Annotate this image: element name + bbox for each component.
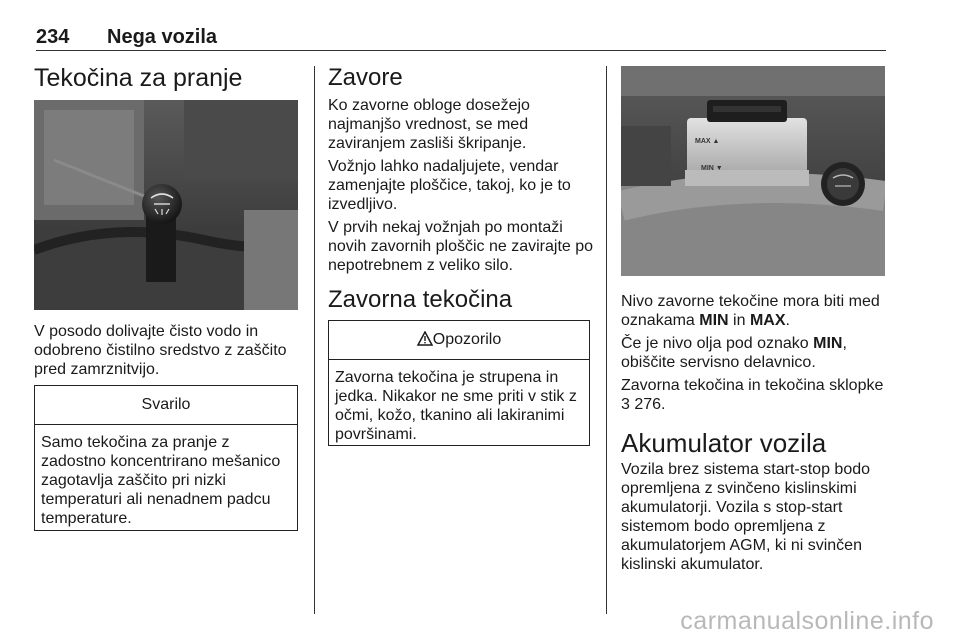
warning-title: Opozorilo [432,331,502,348]
chapter-title: Nega vozila [107,26,218,48]
battery-text-block [621,460,889,578]
header-rule [36,50,886,51]
watermark: carmanualsonline.info [680,607,934,635]
battery-paragraph: Vozila brez sistema start-stop bodo opremljena z svinčeno kislinskimi akumulatorji. Vozila s stop-start sistemom bodo opremljena z akumulatorjem AGM, ki ni svinčen kislinski akumulator. [621,461,871,573]
text-run: . [785,312,790,329]
page-reference-link[interactable] [621,396,666,413]
min-keyword: MIN [699,312,729,329]
min-keyword: MIN [813,335,843,352]
warning-triangle-icon [417,323,433,361]
text-run: Če je nivo olja pod oznako [621,335,814,352]
section-heading-battery: Akumulator vozila [621,428,827,458]
clutch-fluid-paragraph [621,376,889,414]
text-run: Zavorna tekočina in tekočina sklopke [621,377,884,394]
brakes-paragraph: V prvih nekaj vožnjah po montaži novih zavornih ploščic ne zavirajte po nepotrebnem z veliko silo. [328,219,594,274]
col3-text-block [621,292,889,418]
column-divider [606,66,607,614]
section-heading-brakes: Zavore [328,64,403,91]
max-keyword: MAX [749,312,786,329]
brake-fluid-reservoir-photo [621,66,885,276]
text-run: , obiščite servisno delavnico. [621,335,847,371]
section-heading-brake-fluid: Zavorna tekočina [328,286,513,313]
min-mark-label: MIN ▼ [701,165,723,172]
washer-fluid-photo [34,100,298,310]
warning-body: Zavorna tekočina je strupena in jedka. Nikakor ne sme priti v stik z očmi, kožo, tkanino ali lakiranimi površinami. [335,369,577,443]
brake-fluid-photo [621,66,885,276]
brakes-text-block [328,96,596,279]
warning-header [329,321,589,360]
notice-title: Svarilo [35,386,297,425]
column-divider [314,66,315,614]
washer-fluid-cap-photo [34,100,298,310]
section-heading-washer: Tekočina za pranje [34,64,243,92]
text-run: in [728,312,750,329]
washer-paragraph [34,322,298,383]
washer-text: V posodo dolivajte čisto vodo in odobreno čistilno sredstvo z zaščito pred zamrznitvijo. [34,323,287,378]
brakes-paragraph: Vožnjo lahko nadaljujete, vendar zamenjajte ploščice, takoj, ko je to izvedljivo. [328,158,571,213]
notice-body: Samo tekočina za pranje z zadostno koncentrirano mešanico zagotavlja zaščito pri nizki temperaturi ali nenadnem padcu temperature. [41,434,281,527]
max-mark-label: MAX ▲ [695,138,720,145]
page-reference-number: 276. [629,396,666,413]
page-number: 234 [36,26,70,48]
notice-box [34,385,298,531]
warning-box [328,320,590,446]
below-min-paragraph [621,334,889,372]
text-run: Nivo zavorne tekočine mora biti med oznakama [621,293,880,329]
brake-fluid-level-paragraph [621,292,889,330]
brakes-paragraph: Ko zavorne obloge dosežejo najmanjšo vrednost, se med zaviranjem zasliši škripanje. [328,97,530,152]
page-reference-icon: 3 [621,396,630,413]
